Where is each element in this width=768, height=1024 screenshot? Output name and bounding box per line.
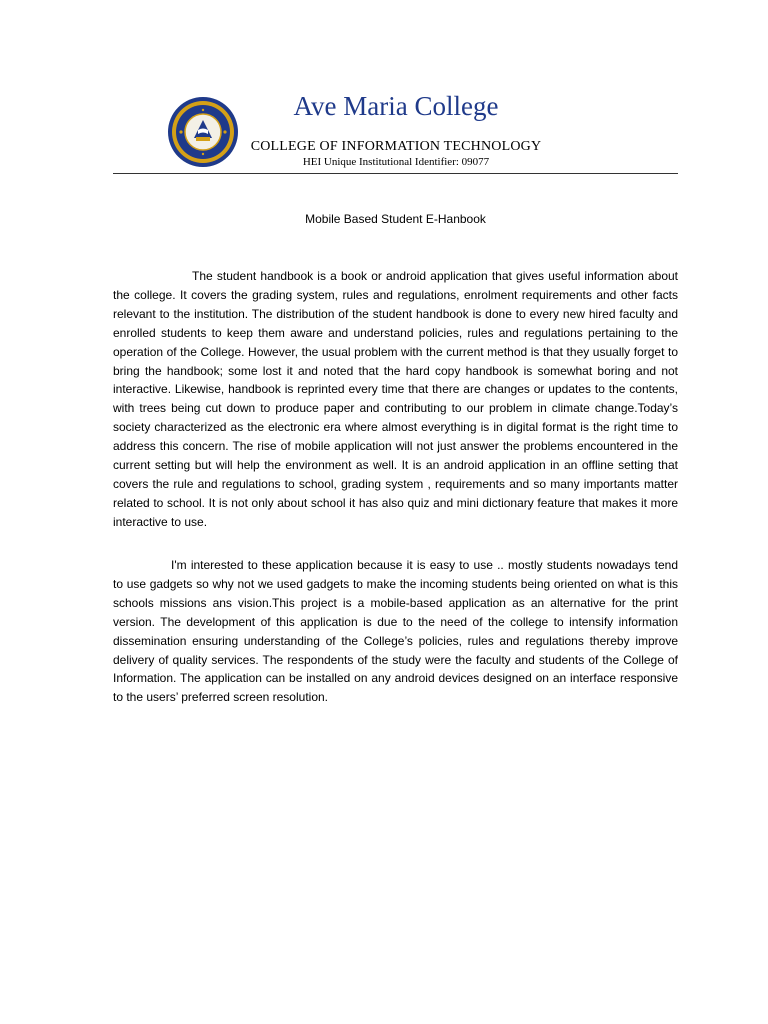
header-divider (113, 173, 678, 174)
college-seal-icon (167, 96, 239, 168)
document-title: Mobile Based Student E-Hanbook (305, 212, 486, 226)
college-name: Ave Maria College (293, 91, 499, 121)
hei-identifier: HEI Unique Institutional Identifier: 09077 (302, 156, 490, 168)
department-name: COLLEGE OF INFORMATION TECHNOLOGY (250, 139, 542, 154)
paragraph-1: The student handbook is a book or android application that gives useful information about the college. It covers the grading system, rules and regulations, enrolment requirements and other facts relevant to the institution. The distribution of the student handbook is done to every new hired faculty and enrolled students to keep them aware and understand policies, rules and regulations pertaining to the operation of the College. However, the usual problem with the current method is that they usually forget to bring the handbook; some lost it and noted that the hard copy handbook is somewhat boring and not interactive. Likewise, handbook is reprinted every time that there are changes or updates to the contents, with trees being cut down to produce paper and contributing to our problem in climate change.Today’s society characterized as the electronic era where almost everything is in digital format is the right time to address this concern. The rise of mobile application will not just answer the problems encountered in the current setting but will help the environment as well. It is an android application in an offline setting that covers the rule and regulations to school, grading system , requirements and so many importants matter related to school. It is not only about school it has also quiz and mini dictionary feature that makes it more interactive to use. (113, 269, 678, 529)
paragraph-2: I'm interested to these application because it is easy to use .. mostly students nowadays tend to use gadgets so why not we used gadgets to make the incoming students being oriented on what is this schools missions ans vision.This project is a mobile-based application as an alternative for the print version. The development of this application is due to the need of the college to intensify information dissemination ensuring understanding of the College’s policies, rules and regulations thereby improve delivery of quality services. The respondents of the study were the faculty and students of the College of Information. The application can be installed on any android devices designed on an interface responsive to the users’ preferred screen resolution. (113, 558, 678, 705)
